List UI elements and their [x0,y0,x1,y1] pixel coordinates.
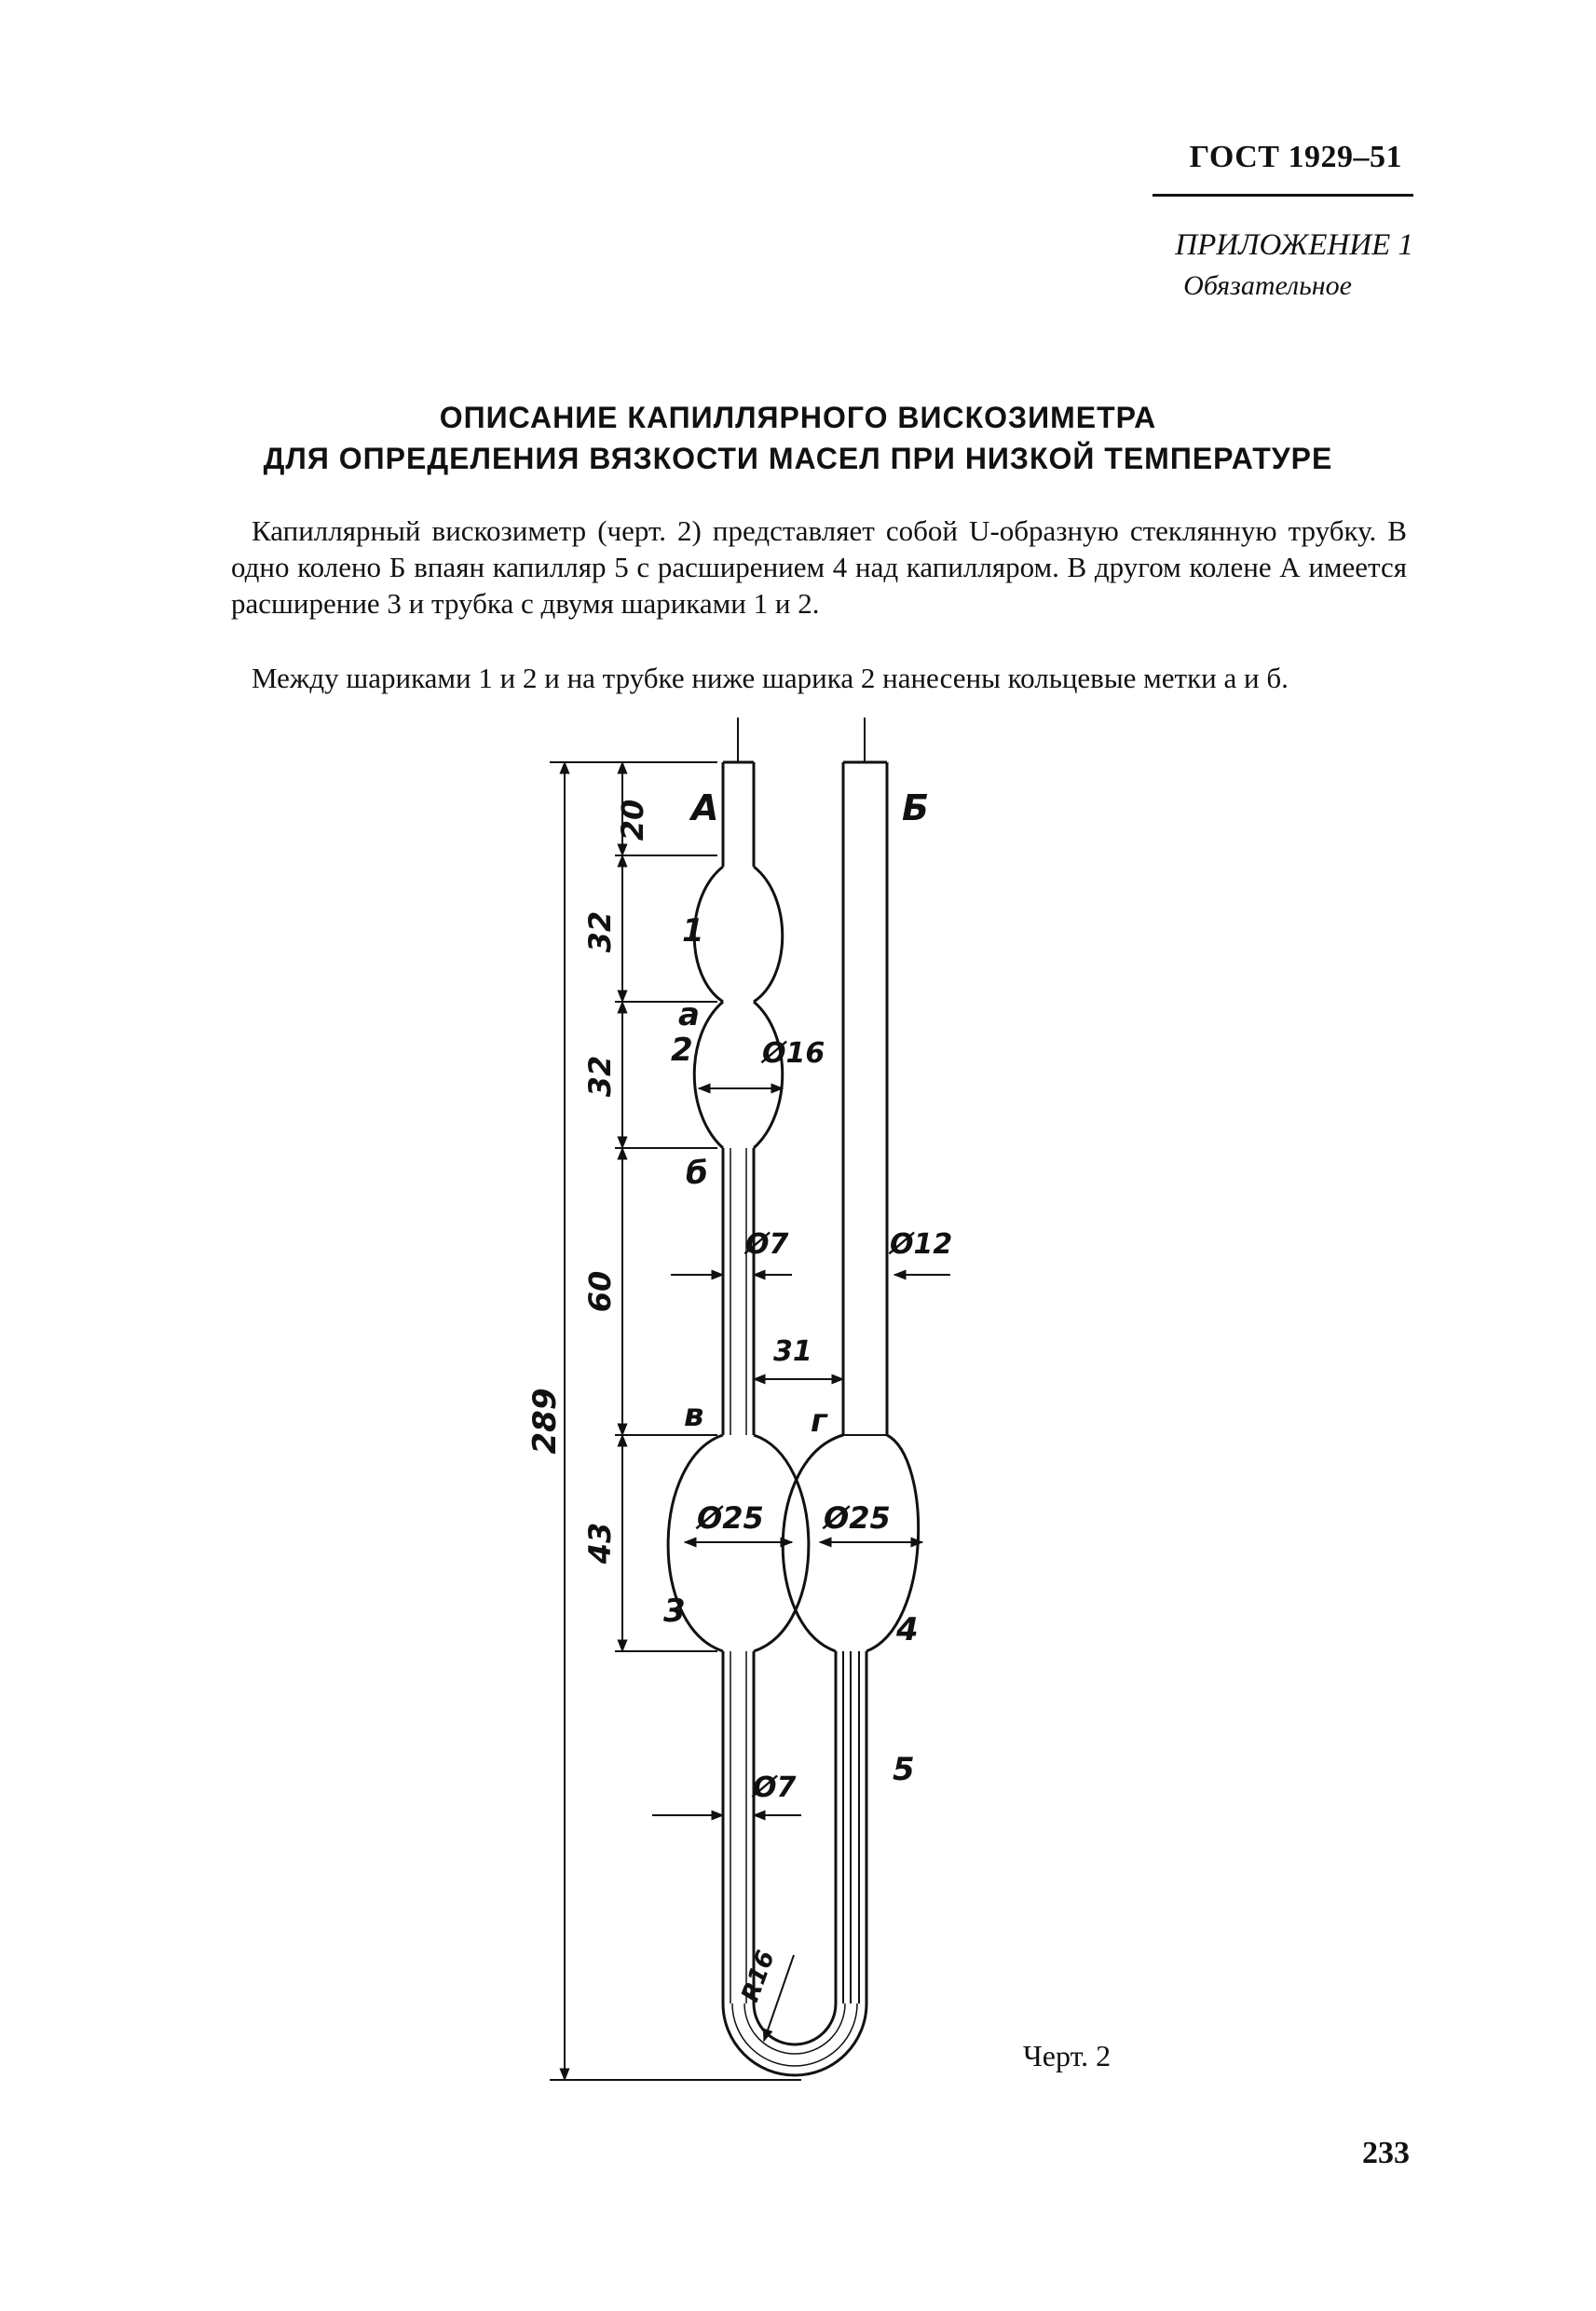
knee-label-b: Б [902,787,929,828]
title-line-1: ОПИСАНИЕ КАПИЛЛЯРНОГО ВИСКОЗИМЕТРА [439,401,1157,434]
dimension-289: 289 [526,1388,564,1455]
bend-radius: R16 [736,1947,781,2006]
paragraph-marks: Между шариками 1 и 2 и на трубке ниже шарика 2 нанесены кольцевые метки а и б. [252,662,1289,694]
title-line-2: ДЛЯ ОПРЕДЕЛЕНИЯ ВЯЗКОСТИ МАСЕЛ ПРИ НИЗКОЙ ТЕМПЕРАТУРЕ [263,442,1333,475]
appendix-label: ПРИЛОЖЕНИЕ 1 [1175,228,1413,262]
dimension-lines [550,762,953,2080]
part-label-1: 1 [682,912,704,950]
diameter-bulb-2: Ø16 [762,1037,825,1070]
part-label-4: 4 [896,1611,919,1648]
part-label-2: 2 [671,1032,693,1069]
mark-label-a: а [678,996,700,1033]
page-number: 233 [1362,2136,1410,2170]
mark-label-v: в [684,1397,704,1434]
standard-number: ГОСТ 1929–51 [1189,140,1402,174]
viscometer-outline [668,718,919,2075]
diameter-lower-tube: Ø7 [753,1771,797,1804]
dimension-32-lower: 32 [582,1055,618,1098]
part-label-5: 5 [893,1751,915,1788]
diameter-bulb-4: Ø25 [824,1500,891,1536]
dimension-43: 43 [582,1522,618,1565]
dimension-60: 60 [582,1270,618,1313]
paragraph-description: Капиллярный вискозиметр (черт. 2) представляет собой U-образную стеклянную трубку. В одно колено Б впаян капилляр 5 с расширением 4 над капилляром. В другом колене А имеется расширение 3 и трубка с двумя шариками 1 и 2. [231,514,1407,620]
mark-label-g: г [811,1402,827,1440]
figure-caption: Черт. 2 [1023,2039,1112,2072]
dimension-20: 20 [615,799,650,841]
diameter-left-tube: Ø7 [745,1228,789,1261]
diameter-bulb-3: Ø25 [697,1500,764,1536]
knee-label-a: А [691,787,719,828]
spacing-31: 31 [773,1335,812,1368]
part-label-3: 3 [663,1593,686,1630]
diameter-right-tube: Ø12 [890,1228,953,1261]
dimension-32-upper: 32 [582,910,618,953]
mark-label-b: б [686,1155,708,1192]
appendix-status: Обязательное [1183,270,1352,301]
